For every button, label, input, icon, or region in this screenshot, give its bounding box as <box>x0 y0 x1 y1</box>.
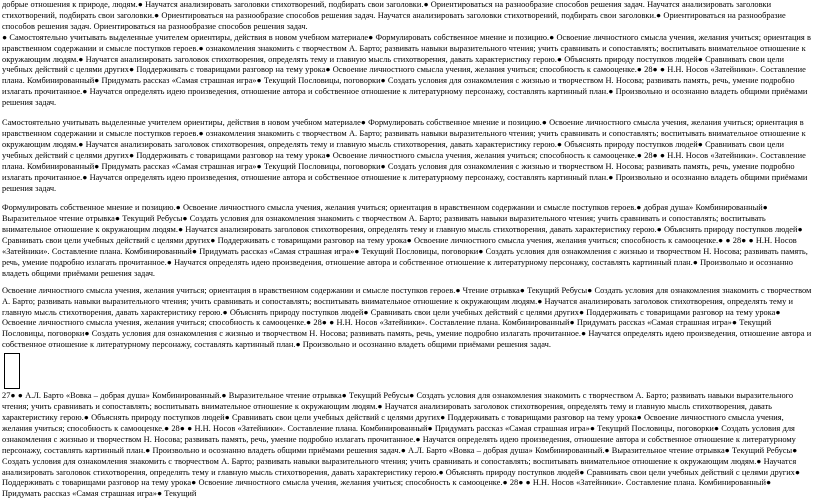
paragraph-4: Формулировать собственное мнение и позицию.● Освоение личностного смысла учения, желания учиться; ориентация в нравственном содержании и смысле поступков героев.● добрая душа» Комбинированный● Выразительное чтение отрывка● Текущий Ребусы● Создать условия для ознакомления знакомить с творчеством А. Барто; развивать навыки выразительного чтения; учить сравнивать и сопоставлять; воспитывать внимательное отношение к окружающим людям.● Научатся анализировать заголовок стихотворения, определять тему и главную мысль стихотворения, давать характеристику герою.● Объяснять природу поступков людей● Сравнивать свои цели учебных действий с целями других● Поддерживать с товарищами разговор на тему урока● Освоение личностного смысла учения, желания учиться; способность к самооценке.● ● 28● ● Н.Н. Носов «Затейники». Составление плана. Комбинированный● Придумать рассказ «Самая страшная игра»● Текущий Пословицы, поговорки● Создать условия для ознакомления с жизнью и творчеством Н. Носова; развивать память, речь, умение подробно излагать прочитанное.● Научатся определять идею произведения, отношение автора и собственное отношение к литературному персонажу, составлять картинный план.● Произвольно и осознанно владеть общими приёмами решения задач. <box>2 203 808 278</box>
paragraph-6: 27● ● А.Л. Барто «Вовка – добрая душа» Комбинированный.● Выразительное чтение отрывка● Текущий Ребусы● Создать условия для ознакомления знакомить с творчеством А. Барто; развивать навыки выразительного чтения; учить сравнивать и сопоставлять; воспитывать внимательное отношение к окружающим людям.● Научатся анализировать заголовок стихотворения, определять тему и главную мысль стихотворения, давать характеристику герою.● Объяснять природу поступков людей● Сравнивать свои цели учебных действий с целями других● Поддерживать с товарищами разговор на тему урока● Освоение личностного смысла учения, желания учиться; способность к самооценке.● 28● ● Н.Н. Носов «Затейники». Составление плана. Комбинированный● Придумать рассказ «Самая страшная игра»● Текущий Пословицы, поговорки● Создать условия для ознакомления с жизнью и творчеством Н. Носова; развивать память, речь, умение подробно излагать прочитанное.● Научатся определять идею произведения, отношение автора и собственное отношение к литературному персонажу, составлять картинный план.● Произвольно и осознанно владеть общими приёмами решения задач.● А.Л. Барто «Вовка – добрая душа» Комбинированный.● Выразительное чтение отрывка● Текущий Ребусы● Создать условия для ознакомления знакомить с творчеством А. Барто; развивать навыки выразительного чтения; учить сравнивать и сопоставлять; воспитывать внимательное отношение к окружающим людям.● Научатся анализировать заголовок стихотворения, определять тему и главную мысль стихотворения, давать характеристику герою.● Объяснять природу поступков людей● Сравнивать свои цели учебных действий с целями других● Поддерживать с товарищами разговор на тему урока● Освоение личностного смысла учения, желания учиться; способность к самооценке.● 28● ● Н.Н. Носов «Затейники». Составление плана. Комбинированный● Придумать рассказ «Самая страшная игра»● Текущий <box>2 391 800 499</box>
paragraph-2: ● Самостоятельно учитывать выделенные учителем ориентиры, действия в новом учебном материале● Формулировать собственное мнение и позицию.● Освоение личностного смысла учения, желания учиться; ориентация в нравственном содержании и смысле поступков героев.● ознакомления знакомить с творчеством А. Барто; развивать навыки выразительного чтения; учить сравнивать и сопоставлять; воспитывать внимательное отношение к окружающим людям.● Научатся анализировать заголовок стихотворения, определять тему и главную мысль стихотворения, давать характеристику герою.● Объяснять природу поступков людей● Сравнивать свои цели учебных действий с целями других● Поддерживать с товарищами разговор на тему урока● Освоение личностного смысла учения, желания учиться; способность к самооценке.● 28● ● Н.Н. Носов «Затейники». Составление плана. Комбинированный● Придумать рассказ «Самая страшная игра»● Текущий Пословицы, поговорки● Создать условия для ознакомления с жизнью и творчеством Н. Носова; развивать память, речь, умение подробно излагать прочитанное.● Научатся определять идею произведения, отношение автора и собственное отношение к литературному персонажу, составлять картинный план.● Произвольно и осознанно владеть общими приёмами решения задач. <box>2 32 812 108</box>
empty-table-cell <box>4 353 20 389</box>
table-cell-block <box>2 351 812 391</box>
paragraph-1: добрые отношения к природе, людям.● Научатся анализировать заголовки стихотворений, подбирать свои заголовки.● Ориентироваться на разнообразие способов решения задач. Научатся анализировать заголовки стихотворений, подбирать свои заголовки.● Ориентироваться на разнообразие способов решения задач. Научатся анализировать заголовки стихотворений, подбирать свои заголовки.● Ориентироваться на разнообразие способов решения задач. Ориентироваться на разнообразие способов решения задач. <box>2 0 786 31</box>
paragraph-gap <box>2 194 812 203</box>
paragraph-5: Освоение личностного смысла учения, желания учиться; ориентация в нравственном содержании и смысле поступков героев.● Чтение отрывка● Текущий Ребусы● Создать условия для ознакомления знакомить с творчеством А. Барто; развивать навыки выразительного чтения; учить сравнивать и сопоставлять; воспитывать внимательное отношение к окружающим людям.● Научатся анализировать заголовок стихотворения, определять тему и главную мысль стихотворения, давать характеристику герою.● Объяснять природу поступков людей● Сравнивать свои цели учебных действий с целями других● Поддерживать с товарищами разговор на тему урока● Освоение личностного смысла учения, желания учиться; способность к самооценке.● 28● ● Н.Н. Носов «Затейники». Составление плана. Комбинированный● Придумать рассказ «Самая страшная игра»● Текущий Пословицы, поговорки● Создать условия для ознакомления с жизнью и творчеством Н. Носова; развивать память, речь, умение подробно излагать прочитанное.● Научатся определять идею произведения, отношение автора и собственное отношение к литературному персонажу, составлять картинный план.● Произвольно и осознанно владеть общими приёмами решения задач. <box>2 285 812 350</box>
paragraph-3: Самостоятельно учитывать выделенные учителем ориентиры, действия в новом учебном материале● Формулировать собственное мнение и позицию.● Освоение личностного смысла учения, желания учиться; ориентация в нравственном содержании и смысле поступков героев.● ознакомления знакомить с творчеством А. Барто; развивать навыки выразительного чтения; учить сравнивать и сопоставлять; воспитывать внимательное отношение к окружающим людям.● Научатся анализировать заголовок стихотворения, определять тему и главную мысль стихотворения, давать характеристику герою.● Объяснять природу поступков людей● Сравнивать свои цели учебных действий с целями других● Поддерживать с товарищами разговор на тему урока● Освоение личностного смысла учения, желания учиться; способность к самооценке.● 28● ● Н.Н. Носов «Затейники». Составление плана. Комбинированный● Придумать рассказ «Самая страшная игра»● Текущий Пословицы, поговорки● Создать условия для ознакомления с жизнью и творчеством Н. Носова; развивать память, речь, умение подробно излагать прочитанное.● Научатся определять идею произведения, отношение автора и собственное отношение к литературному персонажу, составлять картинный план.● Произвольно и осознанно владеть общими приёмами решения задач. <box>2 118 808 193</box>
paragraph-gap <box>2 109 812 118</box>
